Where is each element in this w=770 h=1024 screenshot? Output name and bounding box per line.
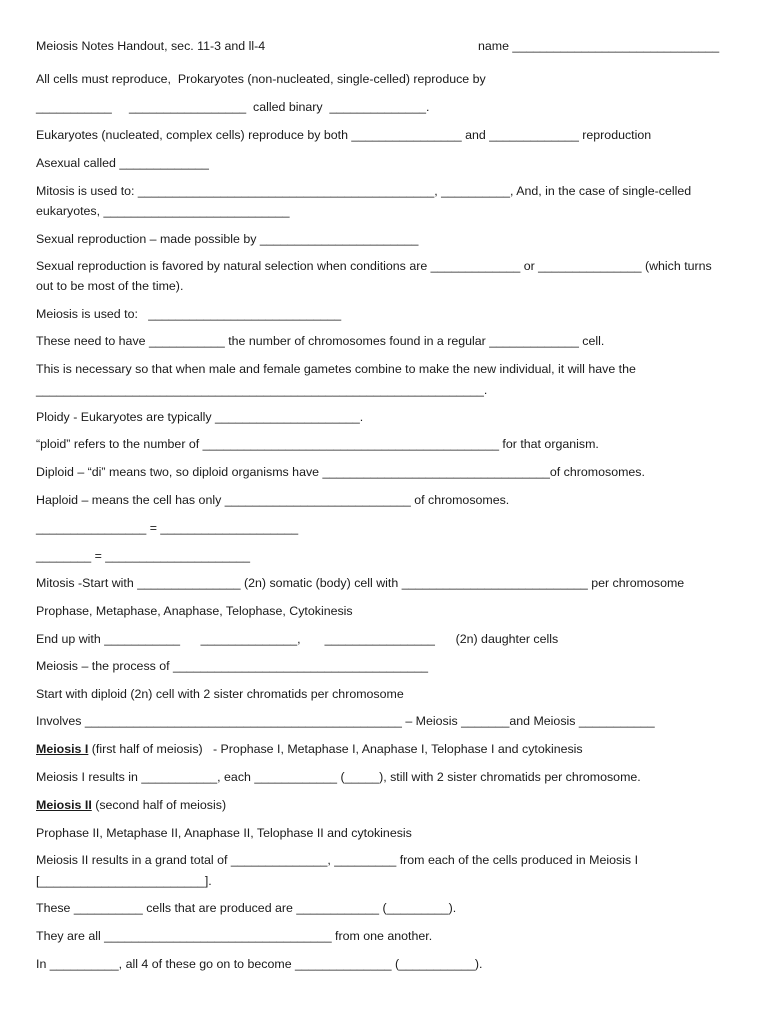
text-line: Involves ______________________________________________ – Meiosis _______and Meiosis ___________ [36,714,655,728]
text-line: Ploidy - Eukaryotes are typically _____________________. [36,410,364,424]
meiosis-2-line [36,797,226,813]
text-line: Meiosis – the process of _____________________________________ [36,659,429,673]
meiosis-2-heading: Meiosis II [36,798,92,812]
handout-title: Meiosis Notes Handout, sec. 11-3 and ll-4 [36,39,266,53]
text-line: ________ = _____________________ [36,549,250,563]
text-line: Prophase II, Metaphase II, Anaphase II, Telophase II and cytokinesis [36,826,412,840]
text-line: Diploid – “di” means two, so diploid organisms have _________________________________of chromosomes. [36,465,645,479]
text-line: ________________ = ____________________ [36,521,299,535]
text-line: End up with ___________ ______________, ________________ (2n) daughter cells [36,632,559,646]
meiosis-2-text: (second half of meiosis) [91,798,227,812]
text-line: These __________ cells that are produced are ____________ (_________). [36,901,457,915]
text-line: Prophase, Metaphase, Anaphase, Telophase, Cytokinesis [36,604,353,618]
text-line: Sexual reproduction – made possible by _______________________ [36,232,419,246]
text-line: Sexual reproduction is favored by natural selection when conditions are _____________ or _______________ (which turns [36,259,712,273]
text-line: All cells must reproduce, Prokaryotes (non-nucleated, single-celled) reproduce by [36,72,486,86]
meiosis-1-text: (first half of meiosis) - Prophase I, Metaphase I, Anaphase I, Telophase I and cytokinesis [88,742,583,756]
meiosis-1-line [36,741,583,757]
text-line: Mitosis is used to: ___________________________________________, __________, And, in the case of single-celled [36,184,692,198]
text-line: Eukaryotes (nucleated, complex cells) reproduce by both ________________ and _____________ reproduction [36,128,652,142]
text-line: Meiosis II results in a grand total of ______________, _________ from each of the cells produced in Meiosis I [36,853,639,867]
text-line: Mitosis -Start with _______________ (2n) somatic (body) cell with ___________________________ per chromosome [36,576,685,590]
text-line: They are all _________________________________ from one another. [36,929,433,943]
text-line: out to be most of the time). [36,279,184,293]
text-line: In __________, all 4 of these go on to become ______________ (___________). [36,957,483,971]
text-line: [________________________]. [36,874,212,888]
text-line: Start with diploid (2n) cell with 2 sister chromatids per chromosome [36,687,404,701]
name-field: name ______________________________ [478,39,720,53]
text-line: This is necessary so that when male and female gametes combine to make the new individual, it will have the [36,362,636,376]
text-line: Meiosis is used to: ____________________________ [36,307,342,321]
text-line: ___________ _________________ called binary ______________. [36,100,430,114]
text-line: These need to have ___________ the number of chromosomes found in a regular _____________ cell. [36,334,605,348]
meiosis-1-heading: Meiosis I [36,742,89,756]
text-line: Meiosis I results in ___________, each ____________ (_____), still with 2 sister chromatids per chromosome. [36,770,641,784]
text-line: Asexual called _____________ [36,156,209,170]
text-line: _________________________________________________________________. [36,383,488,397]
text-line: Haploid – means the cell has only ___________________________ of chromosomes. [36,493,510,507]
text-line: eukaryotes, ___________________________ [36,204,290,218]
text-line: “ploid” refers to the number of ___________________________________________ for that organism. [36,437,599,451]
